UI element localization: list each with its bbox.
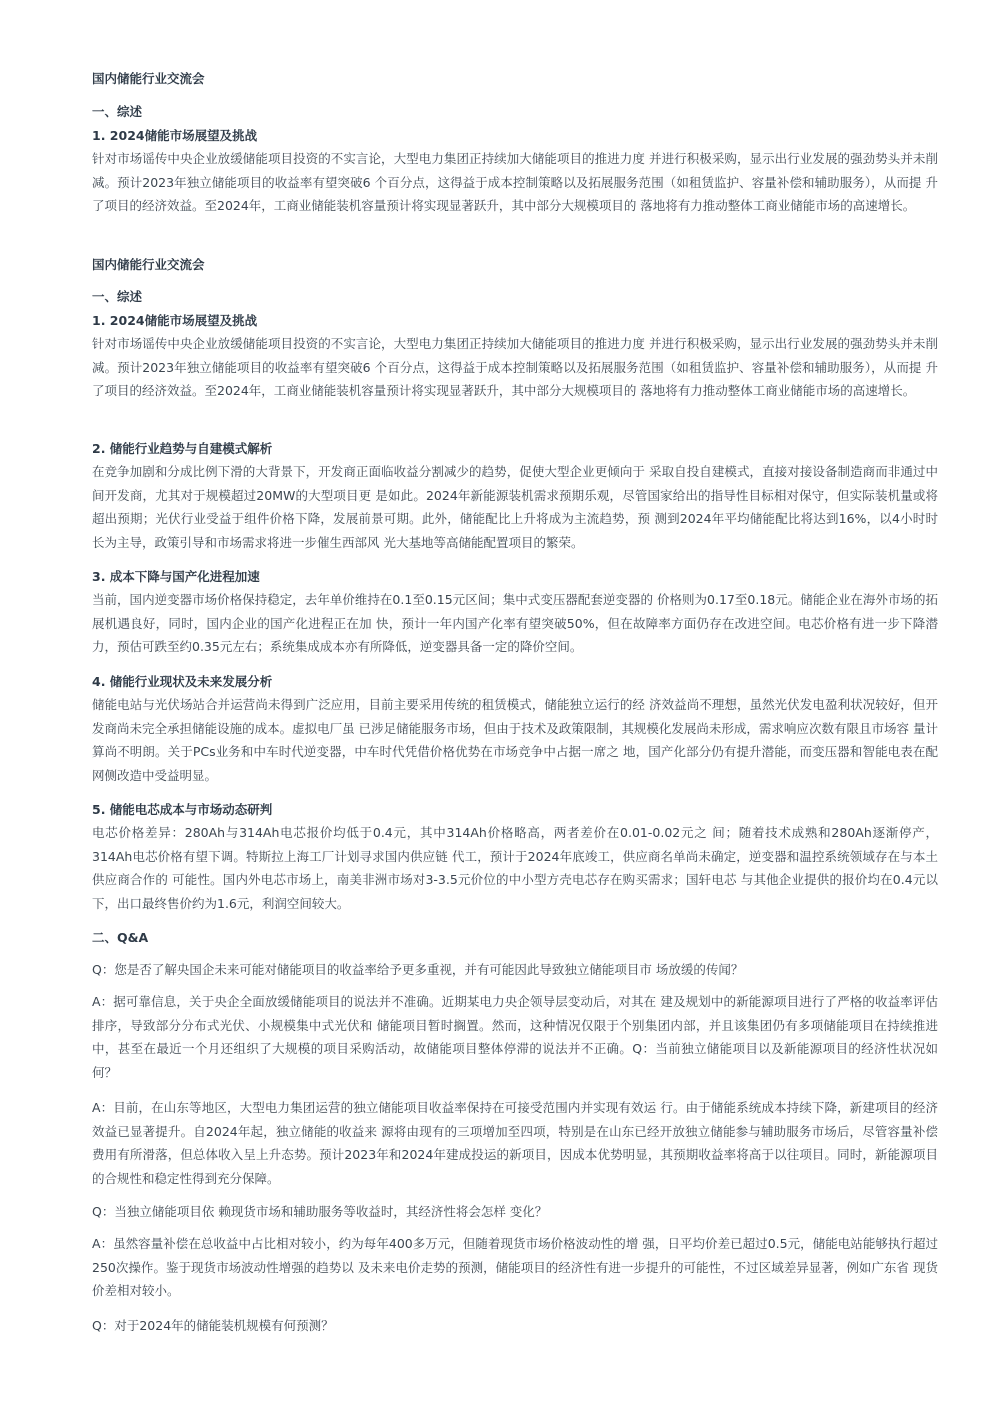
qa-answer: A：虽然容量补偿在总收益中占比相对较小，约为每年400多万元，但随着现货市场价格波动性的增 强，日平均价差已超过0.5元，储能电站能够执行超过250次操作。鉴于现货市场波动性增强的趋势以 及未来电价走势的预测，储能项目的经济性有进一步提升的可能性，不过区域差异显著，例如广东省 现货价差相对较小。 <box>92 1236 938 1298</box>
subheading-cost: 3. 成本下降与国产化进程加速 <box>92 569 260 584</box>
title: 国内储能行业交流会 <box>92 71 205 86</box>
section-heading-overview: 一、综述 <box>92 104 143 119</box>
qa-answer: A：据可靠信息，关于央企全面放缓储能项目的说法并不准确。近期某电力央企领导层变动后，对其在 建及规划中的新能源项目进行了严格的收益率评估排序，导致部分分布式光伏、小规模集中式光伏和 储能项目暂时搁置。然而，这种情况仅限于个别集团内部，并且该集团仍有多项储能项目在持续推进 中，甚至在最近一个月还组织了大规模的项目采购活动，故储能项目整体停滞的说法并不正确。Q：当前独立储能项目以及新能源项目的经济性状况如何？ <box>92 994 938 1080</box>
qa-answer: A：目前，在山东等地区，大型电力集团运营的独立储能项目收益率保持在可接受范围内并实现有效运 行。由于储能系统成本持续下降，新建项目的经济效益已显著提升。自2024年起，独立储能的收益来 源将由现有的三项增加至四项，特别是在山东已经开放独立储能参与辅助服务市场后，尽管容量补偿 费用有所滑落，但总体收入呈上升态势。预计2023年和2024年建成投运的新项目，因成本优势明显，其预期收益率将高于以往项目。同时，新能源项目的合规性和稳定性得到充分保障。 <box>92 1100 938 1186</box>
title-repeat: 国内储能行业交流会 <box>92 257 205 272</box>
paragraph-cell-cost: 电芯价格差异：280Ah与314Ah电芯报价均低于0.4元，其中314Ah价格略高，两者差价在0.01-0.02元之 间；随着技术成熟和280Ah逐渐停产，314Ah电芯价格有望下调。特斯拉上海工厂计划寻求国内供应链 代工，预计于2024年底竣工，供应商名单尚未确定，逆变器和温控系统领域存在与本土供应商合作的 可能性。国内外电芯市场上，南美非洲市场对3-3.5元价位的中小型方壳电芯存在购买需求；国轩电芯 与其他企业提供的报价均在0.4元以下，出口最终售价约为1.6元，利润空间较大。 <box>92 825 938 911</box>
section-heading-overview-repeat: 一、综述 <box>92 289 143 304</box>
subheading-outlook-repeat: 1. 2024储能市场展望及挑战 <box>92 313 258 328</box>
paragraph-outlook-repeat: 针对市场谣传中央企业放缓储能项目投资的不实言论，大型电力集团正持续加大储能项目的推进力度 并进行积极采购，显示出行业发展的强劲势头并未削减。预计2023年独立储能项目的收益率有望突破6 个百分点，这得益于成本控制策略以及拓展服务范围（如租赁监护、容量补偿和辅助服务），从而提 升了项目的经济效益。至2024年，工商业储能装机容量预计将实现显著跃升，其中部分大规模项目的 落地将有力推动整体工商业储能市场的高速增长。 <box>92 336 938 398</box>
subheading-trends: 2. 储能行业趋势与自建模式解析 <box>92 441 273 456</box>
qa-question: Q：您是否了解央国企未来可能对储能项目的收益率给予更多重视，并有可能因此导致独立储能项目市 场放缓的传闻？ <box>92 962 744 977</box>
qa-question: Q：对于2024年的储能装机规模有何预测？ <box>92 1318 334 1333</box>
section-heading-qa: 二、Q&A <box>92 930 149 945</box>
subheading-outlook: 1. 2024储能市场展望及挑战 <box>92 128 258 143</box>
paragraph-status: 储能电站与光伏场站合并运营尚未得到广泛应用，目前主要采用传统的租赁模式，储能独立运行的经 济效益尚不理想，虽然光伏发电盈利状况较好，但开发商尚未完全承担储能设施的成本。虚拟电厂虽 已涉足储能服务市场，但由于技术及政策限制，其规模化发展尚未形成，需求响应次数有限且市场容 量计算尚不明朗。关于PCs业务和中车时代逆变器，中车时代凭借价格优势在市场竞争中占据一席之 地，国产化部分仍有提升潜能，而变压器和智能电表在配网侧改造中受益明显。 <box>92 697 938 783</box>
qa-question: Q：当独立储能项目依 赖现货市场和辅助服务等收益时，其经济性将会怎样 变化？ <box>92 1204 548 1219</box>
subheading-status: 4. 储能行业现状及未来发展分析 <box>92 674 273 689</box>
paragraph-cost: 当前，国内逆变器市场价格保持稳定，去年单价维持在0.1至0.15元区间；集中式变压器配套逆变器的 价格则为0.17至0.18元。储能企业在海外市场的拓展机遇良好，同时，国内企业的国产化进程正在加 快，预计一年内国产化率有望突破50%，但在故障率方面仍存在改进空间。电芯价格有进一步下降潜 力，预估可跌至约0.35元左右；系统集成成本亦有所降低，逆变器具备一定的降价空间。 <box>92 592 938 654</box>
paragraph-outlook: 针对市场谣传中央企业放缓储能项目投资的不实言论，大型电力集团正持续加大储能项目的推进力度 并进行积极采购，显示出行业发展的强劲势头并未削减。预计2023年独立储能项目的收益率有望突破6 个百分点，这得益于成本控制策略以及拓展服务范围（如租赁监护、容量补偿和辅助服务），从而提 升了项目的经济效益。至2024年，工商业储能装机容量预计将实现显著跃升，其中部分大规模项目的 落地将有力推动整体工商业储能市场的高速增长。 <box>92 151 938 213</box>
paragraph-trends: 在竞争加剧和分成比例下滑的大背景下，开发商正面临收益分割减少的趋势，促使大型企业更倾向于 采取自投自建模式，直接对接设备制造商而非通过中间开发商，尤其对于规模超过20MW的大型项目更 是如此。2024年新能源装机需求预期乐观，尽管国家给出的指导性目标相对保守，但实际装机量或将 超出预期；光伏行业受益于组件价格下降，发展前景可期。此外，储能配比上升将成为主流趋势，预 测到2024年平均储能配比将达到16%，以4小时时长为主导，政策引导和市场需求将进一步催生西部风 光大基地等高储能配置项目的繁荣。 <box>92 464 938 550</box>
subheading-cell-cost: 5. 储能电芯成本与市场动态研判 <box>92 802 273 817</box>
